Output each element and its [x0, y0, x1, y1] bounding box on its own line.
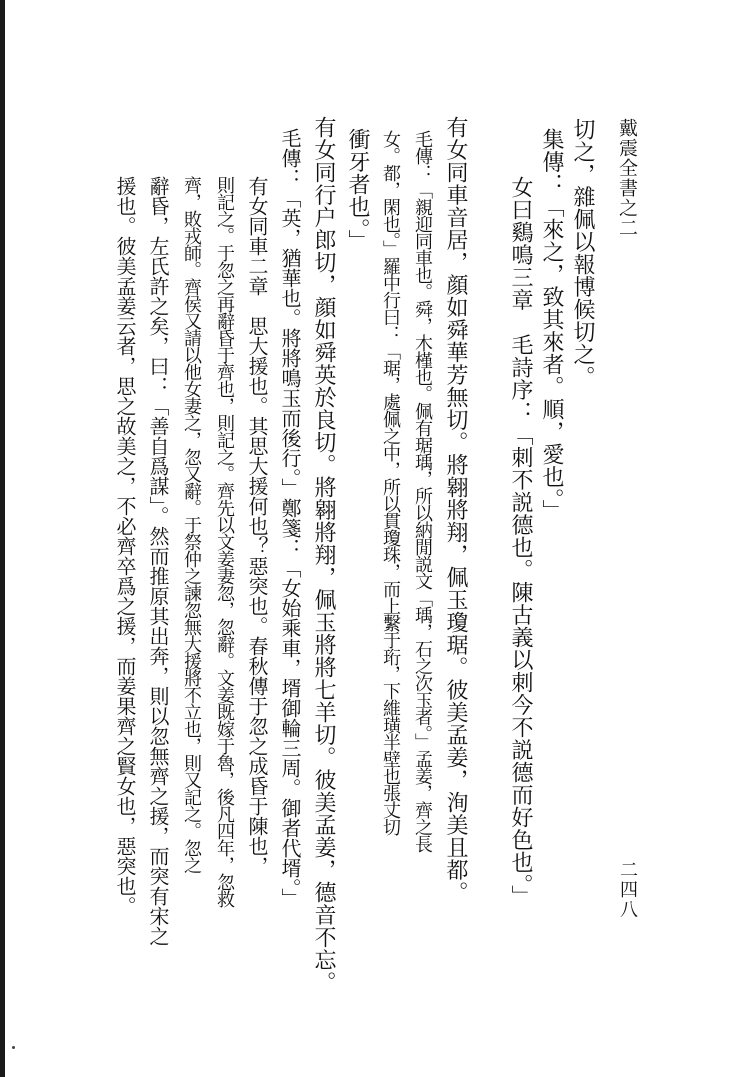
- text-column-12: 齊，敗戎師。齊侯又請以他女妻之，忽又辭。于祭仲之諫忽無大援將不立也，則又記之。忽之: [181, 176, 202, 873]
- scan-speck: [12, 1046, 15, 1049]
- binding-edge: [0, 0, 5, 1077]
- page-number: 二四八: [617, 860, 638, 920]
- text-column-11: 則記之。于忽之再辭昏于齊也，則記之。齊先以文姜妻忽，忽辭。文姜既嫁于魯，後凡四年，忽救: [214, 176, 235, 907]
- running-header: 戴震全書之二: [616, 118, 638, 238]
- text-column-2: 集傳：「來之，致其來者。順，愛也。」: [539, 128, 564, 522]
- text-column-4: 有女同車音居，顔如舜華芳無切。將翱將翔，佩玉瓊琚。彼美孟姜，洵美且都。: [443, 116, 468, 904]
- text-column-7: 衝牙者也。」: [345, 128, 370, 252]
- text-column-5: 毛傳：「親迎同車也。舜，木槿也。佩有琚瑀，所以納閒説文「瑀，石之次玉者。」孟姜，齊之長: [412, 130, 433, 852]
- text-column-6: 女。都，閑也。」羅中行曰：「琚，處佩之中，所以貫瓊珠，而上繫于珩，下維璜半壁也張丈切: [380, 130, 401, 835]
- text-column-8: 有女同行户郎切，顔如舜英於良切。將翱將翔，佩玉將將七羊切。彼美孟姜，德音不忘。: [311, 116, 336, 994]
- text-column-1: 切之，雜佩以報博候切之。: [570, 118, 595, 388]
- text-column-9: 毛傳：「英，猶華也。將將鳴玉而後行。」鄭箋：「女始乘車，壻御輪三周。御者代壻。」: [278, 128, 302, 908]
- text-column-3: 女曰鷄鳴三章 毛詩序：「刺不説德也。陳古義以刺今不説德而好色也。」: [508, 176, 533, 908]
- text-column-14: 援也。彼美孟姜云者，思之故美之，不必齊卒爲之援，而姜果齊之賢女也，惡突也。: [113, 176, 137, 916]
- text-column-10: 有女同車二章 思大援也。其思大援何也？惡突也。春秋傳于忽之成昏于陳也，: [245, 176, 269, 876]
- text-column-13: 辭昏，左氏許之矣，曰：「善自爲謀」。然而推原其出奔，則以忽無齊之援，而突有宋之: [146, 176, 170, 946]
